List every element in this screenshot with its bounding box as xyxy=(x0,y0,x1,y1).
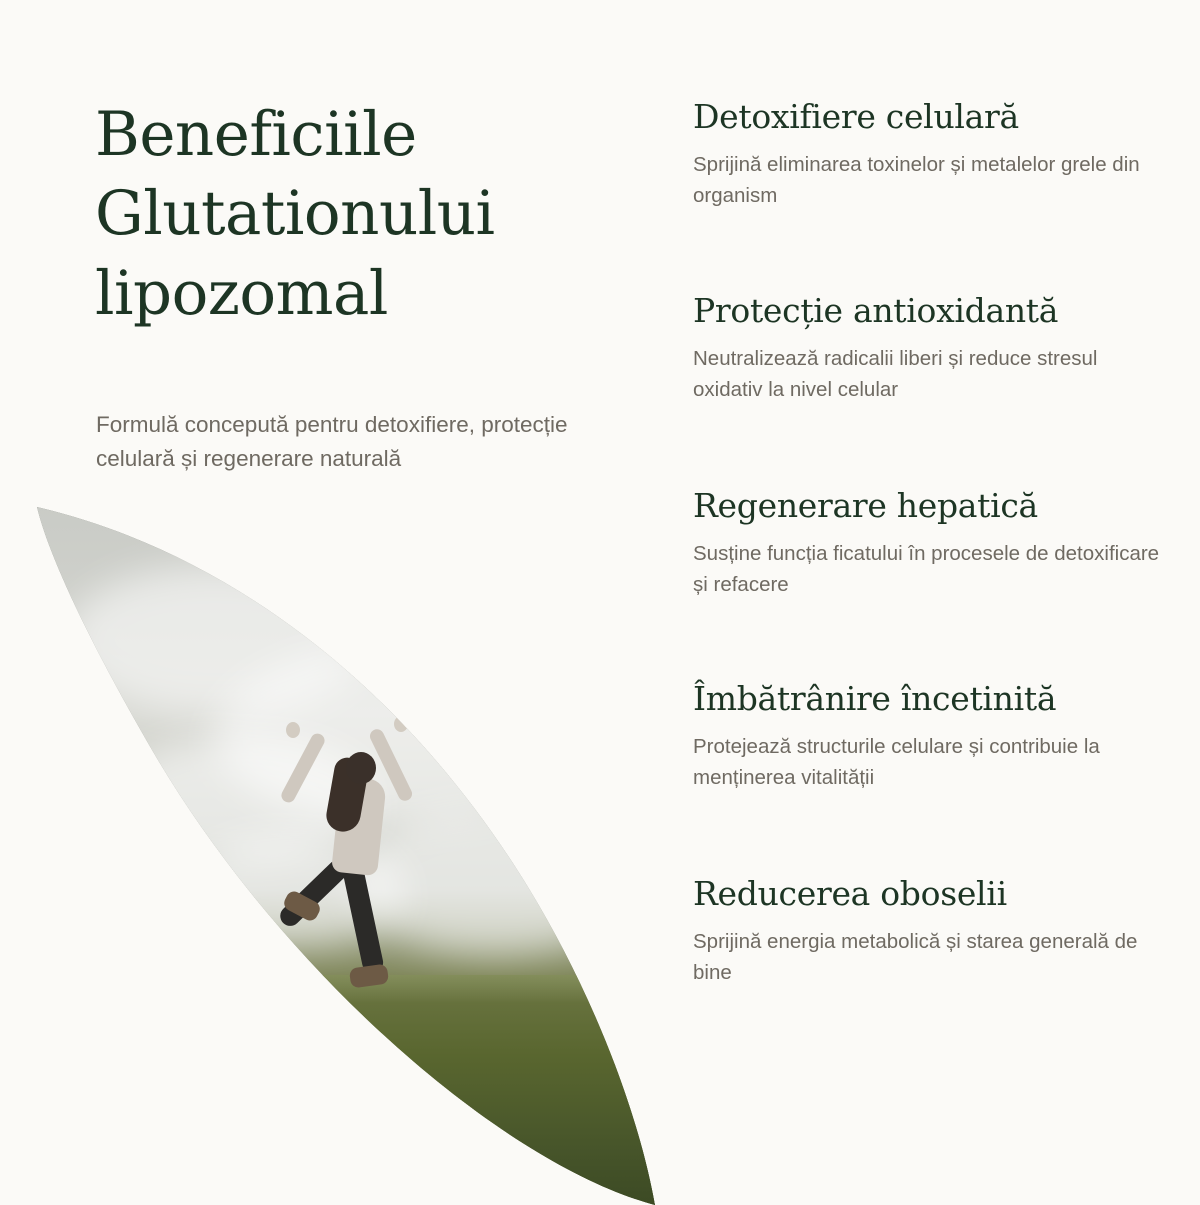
hero-image-leaf xyxy=(35,505,655,1205)
benefit-description: Susține funcția ficatului în procesele de detoxificare și refacere xyxy=(693,541,1160,597)
benefit-title: Îmbătrânire încetinită xyxy=(693,679,1057,718)
figure-head xyxy=(346,752,376,784)
benefit-title: Reducerea oboselii xyxy=(693,874,1007,913)
benefit-title: Regenerare hepatică xyxy=(693,486,1038,525)
page-subtitle: Formulă concepută pentru detoxifiere, protecție celulară și regenerare naturală xyxy=(96,411,568,472)
benefit-item xyxy=(693,487,1161,600)
benefit-description: Sprijină energia metabolică și starea generală de bine xyxy=(693,929,1138,985)
leaf-mask xyxy=(35,505,655,1205)
benefit-item xyxy=(693,292,1161,405)
figure-hand-left xyxy=(286,722,300,738)
benefit-description: Sprijină eliminarea toxinelor și metalelor grele din organism xyxy=(693,152,1140,208)
benefits-list xyxy=(693,0,1173,1200)
runner-figure xyxy=(260,700,470,1030)
photo-sky xyxy=(35,505,655,1205)
benefit-item xyxy=(693,875,1161,988)
benefit-description: Neutralizează radicalii liberi și reduce stresul oxidativ la nivel celular xyxy=(693,346,1098,402)
photo-grass-field xyxy=(35,975,655,1205)
benefit-title: Detoxifiere celulară xyxy=(693,97,1019,136)
figure-arm-left xyxy=(279,731,327,805)
benefit-item xyxy=(693,680,1161,793)
benefit-description: Protejează structurile celulare și contribuie la menținerea vitalității xyxy=(693,734,1100,790)
benefit-title: Protecție antioxidantă xyxy=(693,291,1059,330)
benefit-item xyxy=(693,98,1161,211)
figure-shoe-front xyxy=(349,963,389,988)
page-title: Beneficiile Glutationului lipozomal xyxy=(95,99,495,329)
figure-hand-right xyxy=(394,716,408,732)
